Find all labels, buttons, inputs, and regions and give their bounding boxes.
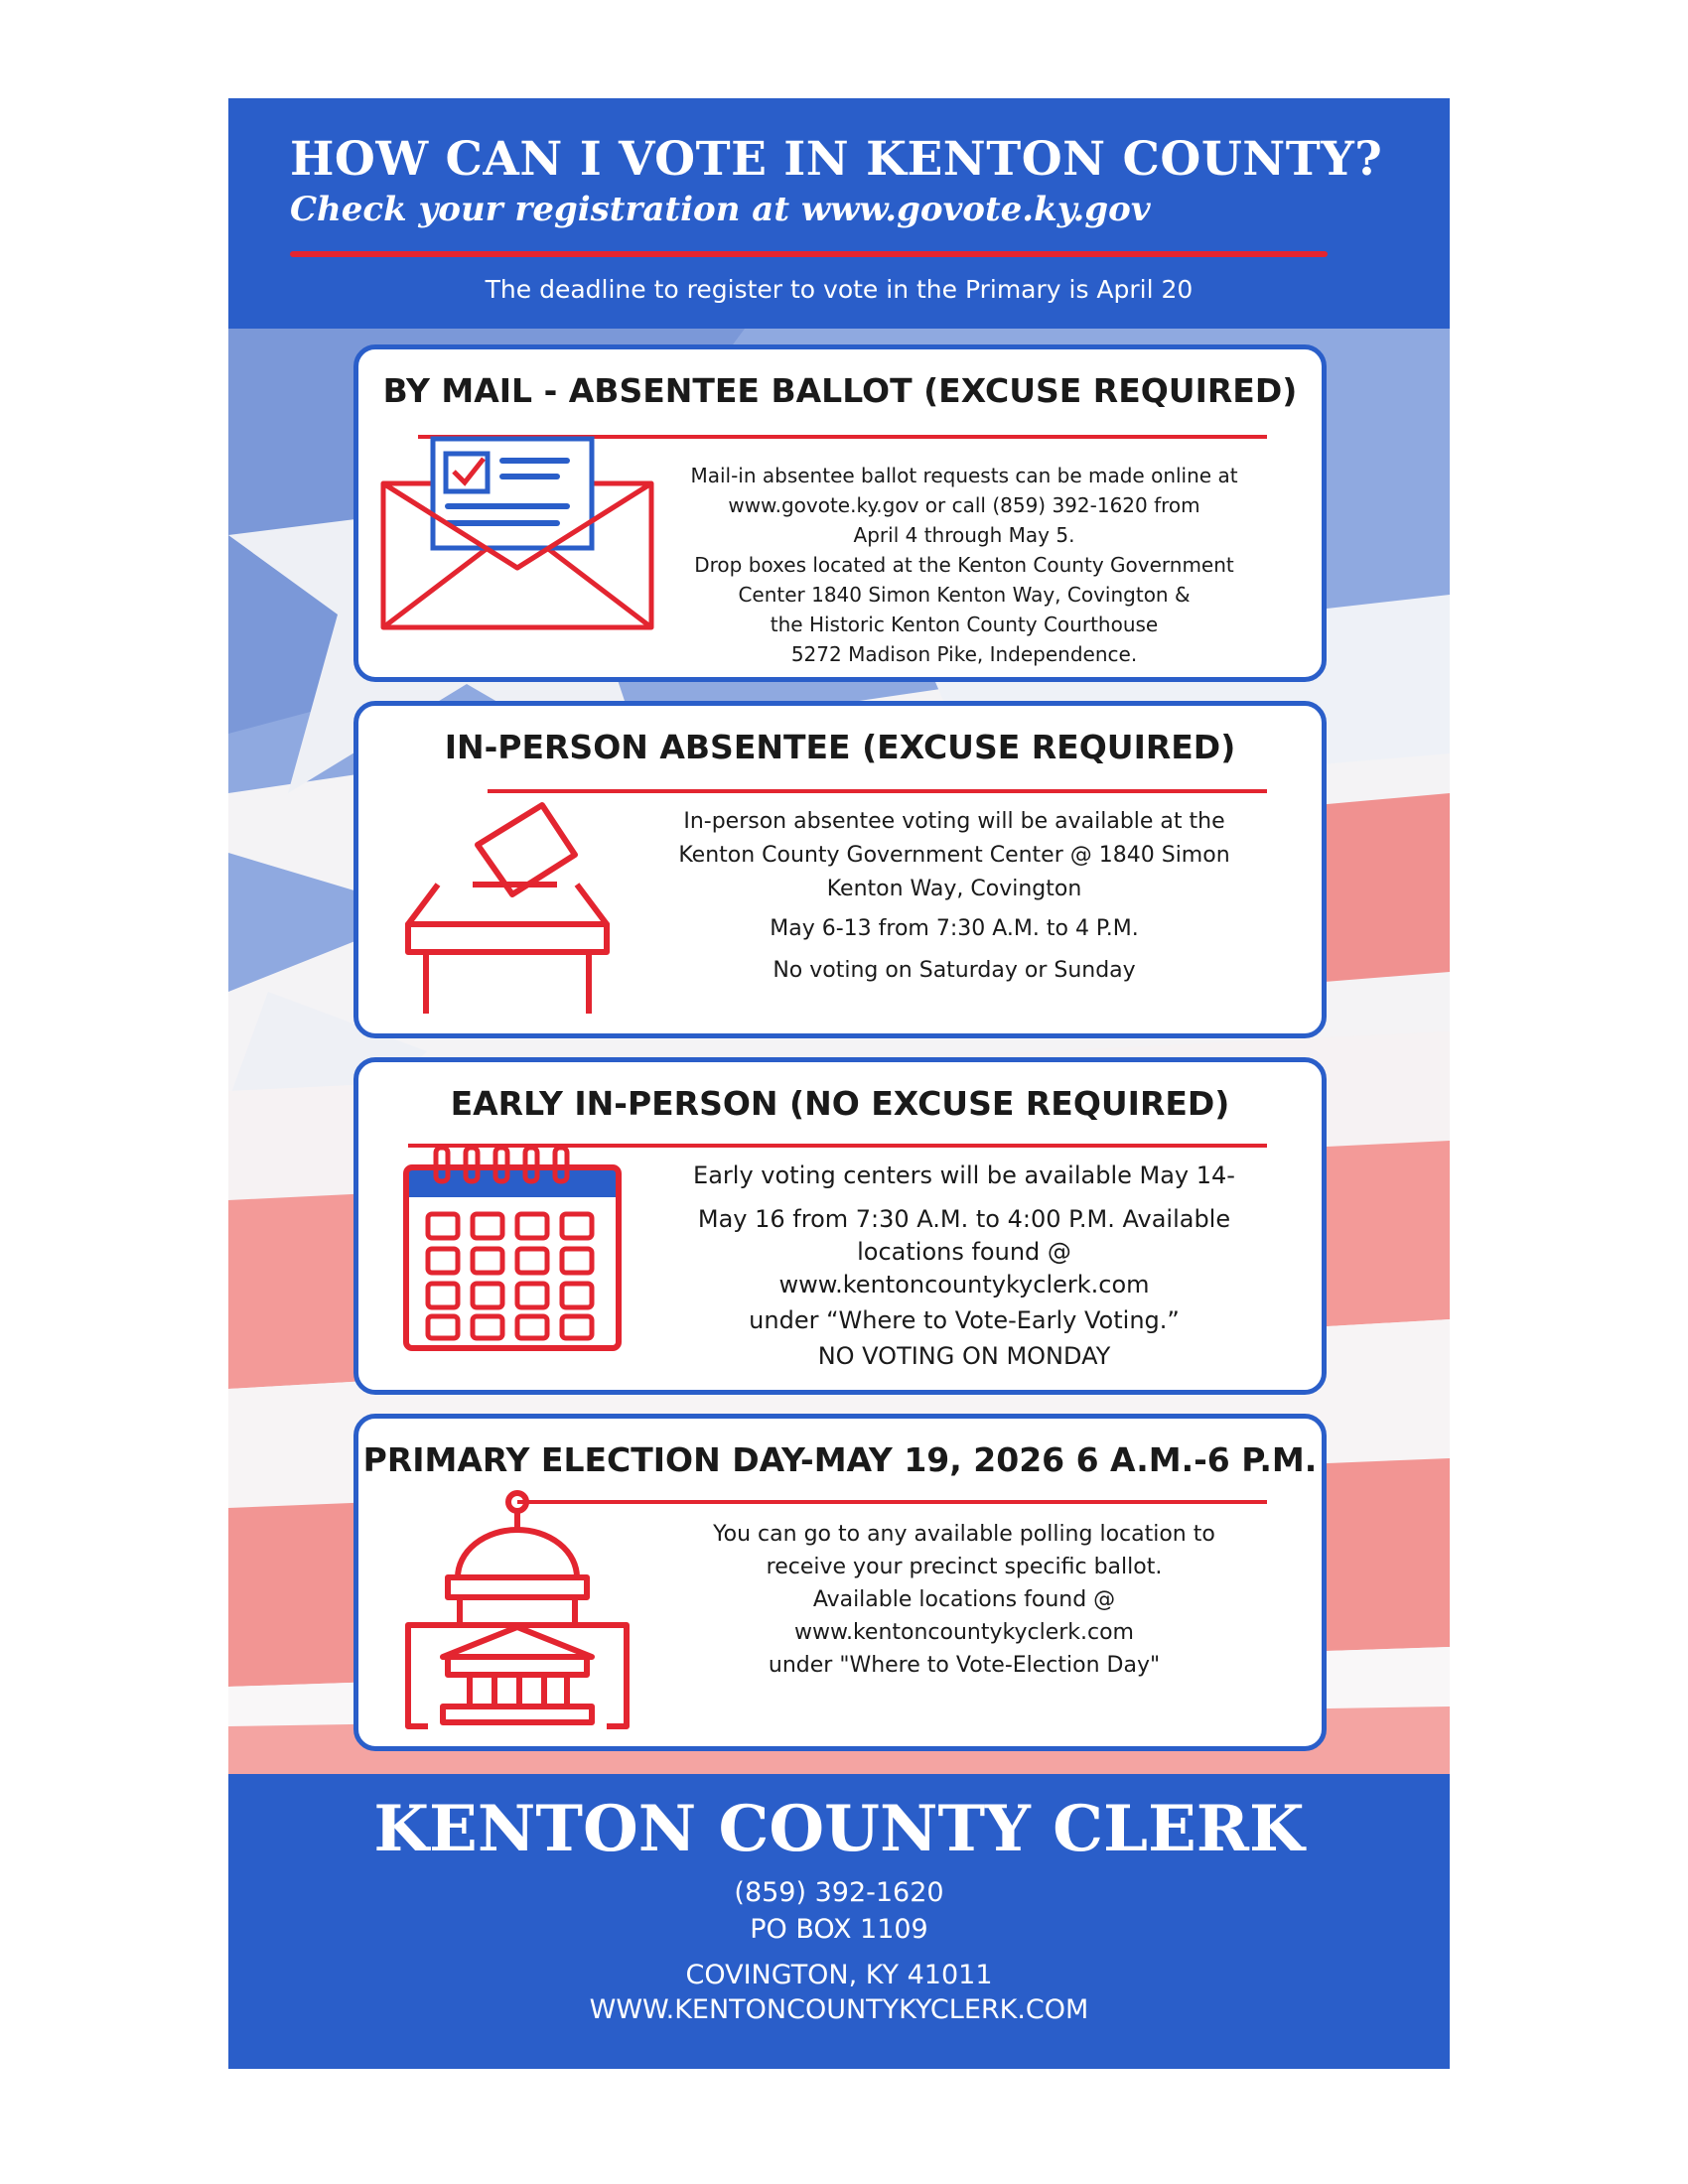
footer-banner xyxy=(228,1774,1450,2069)
footer-title: KENTON COUNTY CLERK xyxy=(373,1792,1305,1866)
card-line: www.govote.ky.gov or call (859) 392-1620 from xyxy=(728,493,1200,517)
card-line: Center 1840 Simon Kenton Way, Covington & xyxy=(738,583,1191,607)
card-title-by-mail: BY MAIL - ABSENTEE BALLOT (EXCUSE REQUIRED) xyxy=(382,371,1298,410)
card-line: www.kentoncountykyclerk.com xyxy=(778,1271,1150,1298)
card-line: under “Where to Vote-Early Voting.” xyxy=(749,1306,1180,1334)
card-line: Kenton County Government Center @ 1840 Simon xyxy=(678,843,1230,868)
card-line: Available locations found @ xyxy=(812,1587,1116,1612)
card-line: No voting on Saturday or Sunday xyxy=(773,958,1136,983)
footer-po-box: PO BOX 1109 xyxy=(750,1914,928,1945)
card-in-person-absentee xyxy=(353,701,1327,1038)
card-body-election-day xyxy=(656,1518,1272,1682)
courthouse-icon xyxy=(398,1488,636,1736)
footer-phone: (859) 392-1620 xyxy=(734,1877,944,1908)
card-line: Drop boxes located at the Kenton County Government xyxy=(694,553,1234,577)
header-divider xyxy=(290,251,1328,257)
page-title: HOW CAN I VOTE IN KENTON COUNTY? xyxy=(290,132,1383,187)
card-early-in-person xyxy=(353,1057,1327,1395)
card-line: under "Where to Vote-Election Day" xyxy=(768,1653,1161,1678)
calendar-icon xyxy=(398,1140,627,1358)
envelope-icon xyxy=(368,429,656,637)
card-line: www.kentoncountykyclerk.com xyxy=(794,1620,1134,1645)
header-banner xyxy=(228,98,1450,329)
card-by-mail xyxy=(353,344,1327,682)
card-title-election-day: PRIMARY ELECTION DAY-MAY 19, 2026 6 A.M.-6 P.M. xyxy=(362,1440,1318,1479)
card-line: the Historic Kenton County Courthouse xyxy=(770,613,1159,636)
card-election-day xyxy=(353,1414,1327,1751)
registration-subtitle: Check your registration at www.govote.ky.gov xyxy=(290,190,1151,229)
ballot-box-icon xyxy=(398,775,617,1014)
card-line: May 6-13 from 7:30 A.M. to 4 P.M. xyxy=(770,916,1139,941)
card-line: locations found @ xyxy=(857,1238,1071,1266)
card-line: You can go to any available polling location to xyxy=(713,1522,1215,1547)
footer-website: WWW.KENTONCOUNTYKYCLERK.COM xyxy=(589,1994,1089,2025)
card-title-early-in-person: EARLY IN-PERSON (NO EXCUSE REQUIRED) xyxy=(450,1084,1230,1123)
card-line: Early voting centers will be available May 14- xyxy=(693,1161,1235,1189)
card-line: May 16 from 7:30 A.M. to 4:00 P.M. Available xyxy=(697,1205,1231,1233)
registration-deadline: The deadline to register to vote in the Primary is April 20 xyxy=(485,275,1194,304)
card-body-by-mail xyxy=(666,461,1262,669)
card-line: Mail-in absentee ballot requests can be made online at xyxy=(690,464,1238,487)
card-line: In-person absentee voting will be available at the xyxy=(683,809,1225,834)
card-title-in-person-absentee: IN-PERSON ABSENTEE (EXCUSE REQUIRED) xyxy=(444,728,1236,766)
card-line: Kenton Way, Covington xyxy=(826,877,1082,901)
card-body-early-in-person xyxy=(666,1158,1262,1374)
card-line: 5272 Madison Pike, Independence. xyxy=(790,642,1138,666)
flyer xyxy=(228,98,1450,2069)
card-body-in-person-absentee xyxy=(636,805,1272,988)
card-line: receive your precinct specific ballot. xyxy=(766,1555,1163,1579)
footer-city: COVINGTON, KY 41011 xyxy=(685,1960,993,1990)
card-line: April 4 through May 5. xyxy=(853,523,1075,547)
card-line: NO VOTING ON MONDAY xyxy=(817,1342,1111,1370)
